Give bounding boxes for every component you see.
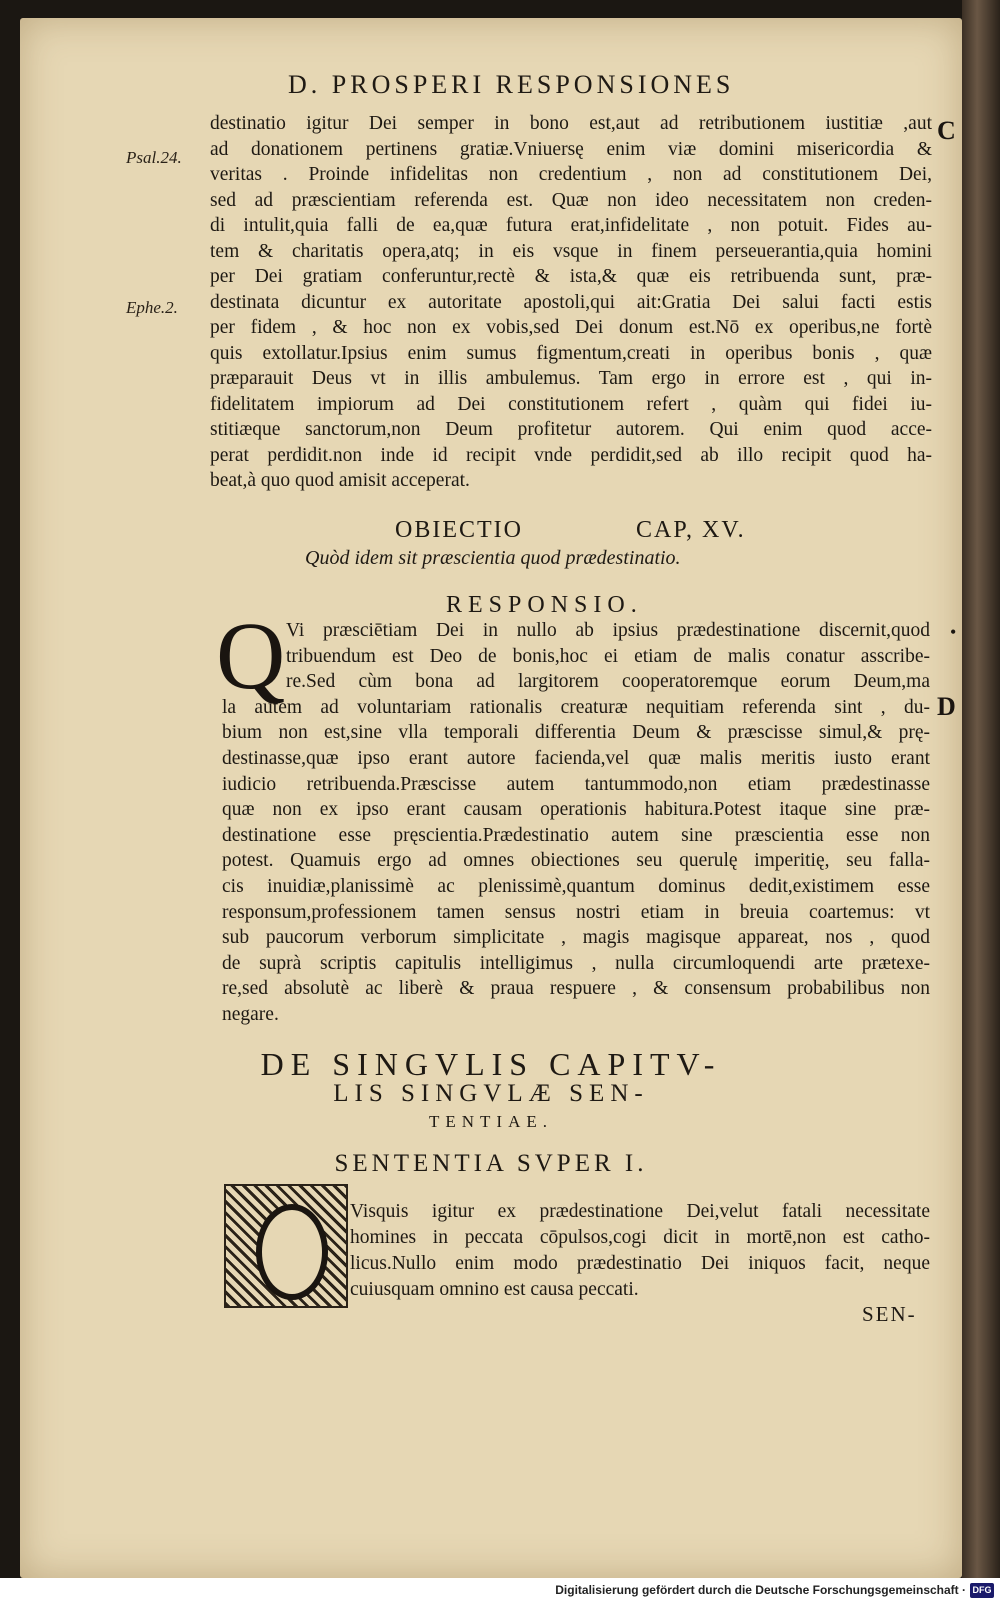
text-line: destinatio igitur Dei semper in bono est,aut ad retributionem iustitiæ ,aut (210, 113, 932, 134)
drop-initial: Q (216, 602, 286, 709)
section-heading-line-2: LIS SINGVLÆ SEN- (333, 1080, 649, 1107)
text-line: veritas . Proinde infidelitas non credentium , non ad constitutionem Dei, (210, 164, 932, 185)
margin-letter-c: C (937, 116, 956, 145)
text-line: responsum,professionem tamen sensus nostri etiam in breuia coartemus: vt (222, 901, 930, 923)
paragraph-3 (350, 1199, 930, 1303)
ornate-initial-q-icon (224, 1184, 348, 1308)
text-line: destinata dicuntur ex autoritate apostoli,qui ait:Gratia Dei salui facti estis (210, 291, 932, 313)
sententia-heading: SENTENTIA SVPER I. (334, 1150, 648, 1177)
text-line: beat,à quo quod amisit acceperat. (210, 470, 470, 491)
margin-dot: • (950, 622, 957, 642)
running-head: D. PROSPERI RESPONSIONES (288, 70, 735, 99)
text-line: tem & charitatis opera,atq; in eis vsque in finem perseuerantia,quia homini (210, 240, 932, 262)
text-line: per Dei gratiam conferuntur,rectè & ista,& quæ eis retribuenda sunt, præ- (210, 266, 932, 287)
paragraph-1 (210, 111, 932, 494)
text-line: di intulit,quia falli de ea,quæ futura erat,infidelitate , non potuit. Fides au- (210, 215, 932, 236)
text-line: negare. (222, 1003, 279, 1025)
margin-note-ephes: Ephe.2. (126, 298, 178, 317)
text-line: re,sed absolutè ac liberè & praua respuere , & consensum probabilibus non (222, 978, 930, 1000)
section-heading-line-3: TENTIAE. (428, 1112, 553, 1131)
text-line: bium non est,sine vlla temporali differentia Deum & præscisse simul,& prę- (222, 722, 930, 744)
text-line: licus.Nullo enim modo prædestinatio Dei iniquos facit, neque (350, 1253, 930, 1274)
text-line: cis inuidiæ,planissimè ac plenissimè,quantum dominus dedit,existimem esse (222, 875, 930, 897)
dfg-logo: DFG (970, 1583, 994, 1598)
margin-note-psalm: Psal.24. (126, 148, 182, 167)
text-line: Vi præsciētiam Dei in nullo ab ipsius prædestinatione discernit,quod (286, 620, 930, 641)
text-line: præparauit Deus vt in illis ambulemus. Tam ergo in errore est , qui in- (210, 368, 932, 389)
footer-credit: Digitalisierung gefördert durch die Deutsche Forschungsgemeinschaft · (555, 1583, 966, 1597)
book-edge (962, 0, 1000, 1580)
text-line: la autem ad voluntariam rationalis creaturæ nequitiam referenda sint , du- (222, 696, 930, 718)
text-line: fidelitatem impiorum ad Dei constitutionem refert , quàm qui fidei iu- (210, 393, 932, 415)
text-line: re.Sed cùm bona ad largitorem cooperatoremque eorum Deum,ma (286, 671, 930, 693)
text-line: tribuendum est Deo de bonis,hoc ei etiam de malis conatur asscribe- (286, 645, 930, 667)
text-line: sed ad præscientiam referenda est. Quæ non ideo necessitatem non creden- (210, 189, 932, 211)
text-line: homines in peccata cōpulsos,cogi dicit in mortē,non est catho- (350, 1227, 930, 1248)
text-line: potest. Quamuis ergo ad omnes obiectiones seu querulę imperitię, seu falla- (222, 850, 930, 872)
objectio-heading: OBIECTIO (395, 517, 523, 543)
objectio-subtitle: Quòd idem sit præscientia quod prædestinatio. (305, 547, 681, 569)
text-line: quæ non ex ipso erant causam operationis habitura.Potest itaque sine præ- (222, 799, 930, 821)
responsio-heading: RESPONSIO. (446, 592, 643, 618)
text-line: destinasse,quæ ipso erant autore facienda,vel quæ malis meritis iusto erant (222, 747, 930, 769)
text-line: ad donationem pertinens gratiæ.Vniuersę enim viæ domini misericordia & (210, 138, 932, 160)
text-line: iudicio retribuenda.Præscisse autem tantummodo,non etiam prædestinasse (222, 773, 930, 795)
text-line: perat perdidit.non inde id recipit vnde perdidit,sed ab illo recipit quod ha- (210, 444, 932, 466)
text-line: sub paucorum verborum simplicitate , magis magisque appareat, nos , quod (222, 927, 930, 949)
text-line: per fidem , & hoc non ex vobis,sed Dei donum est.Nō ex operibus,ne fortè (210, 317, 932, 338)
margin-letter-d: D (937, 692, 956, 721)
chapter-number: CAP, XV. (636, 517, 746, 543)
catchword: SEN- (862, 1302, 917, 1326)
text-line: destinatione esse pręscientia.Prædestinatio autem sine præscientia esse non (222, 824, 930, 846)
text-line: quis extollatur.Ipsius enim sumus figmentum,creati in operibus bonis , quæ (210, 342, 932, 364)
text-line: de suprà scriptis capitulis intelligimus , nulla circumloquendi arte prætexe- (222, 952, 930, 974)
text-line: cuiusquam omnino est causa peccati. (350, 1279, 639, 1300)
text-line: Visquis igitur ex prædestinatione Dei,velut fatali necessitate (350, 1201, 930, 1222)
section-heading-line-1: DE SINGVLIS CAPITV- (260, 1046, 722, 1082)
text-line: stitiæque sanctorum,non Deum profitetur autorem. Qui enim quod acce- (210, 419, 932, 440)
paragraph-2 (222, 618, 930, 1028)
